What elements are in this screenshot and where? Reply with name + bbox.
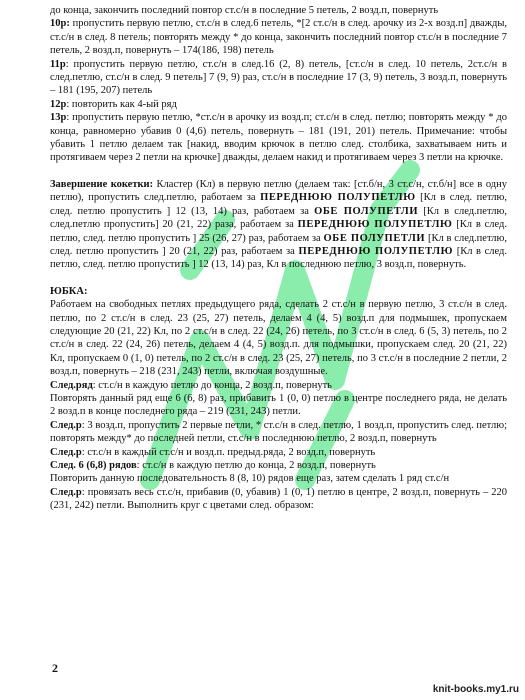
next-rows-4: След. 6 (6,8) рядов: ст.с/н в каждую петлю до конца, 2 возд.п, повернуть — [50, 460, 376, 471]
next-row-1: След.ряд: ст.с/н в каждую петлю до конца, 2 возд.п, повернуть — [50, 379, 332, 391]
page-number: 2 — [52, 661, 58, 675]
front-loop-emphasis: ПЕРЕДНЮЮ ПОЛУПЕТЛЮ — [297, 219, 453, 231]
row-11-label: 11р — [50, 58, 66, 70]
repeat-note-2: Повторить данную последовательность 8 (8, 10) рядов еще раз, затем сделать 1 ряд ст.с/н — [50, 473, 450, 485]
both-loops-emphasis: ОБЕ ПОЛУПЕТЛИ — [323, 232, 426, 244]
row-12-label: 12р — [50, 98, 67, 110]
both-loops-emphasis: ОБЕ ПОЛУПЕТЛИ — [314, 205, 419, 217]
skirt-paragraph: Работаем на свободных петлях предыдущего ряда, сделать 2 ст.с/н в первую петлю, 3 ст.с/н в след. петлю, по 2 ст.с/н в след. 23 (25, 27) петель, делаем 4 (4, 5) возд.п для подмышек, пропускаем следующие 20 (21, 22) Кл, по 2 ст.с/н в след. 22 (24, 26) петель, по 3 ст.с/н в след. 6 (5, 3) петель, по 2 ст.с/н в след. 22 (24, 26) петель, делаем 4 (4, 5) возд.п. для подмышки, пропускаем след. 20 (21, 22) Кл, пропускаем 0 (1, 0) петель, по 2 ст.с/н в след. 23 (25, 27) петель, по 3 ст.с/н в последние 2 петли, 2 возд.п, повернуть – 218 (231, 243) петли, включая воздушные. — [50, 299, 507, 378]
row-13-label: 13р — [50, 112, 67, 124]
next-row-5: След.р: провязать весь ст.с/н, прибавив (0, убавив) 1 (0, 1) петлю в центре, 2 возд.п, повернуть – 220 (231, 242) петли. Выполнить круг с цветами след. образом: — [50, 486, 507, 512]
yoke-finish: Завершение кокетки: Кластер (Кл) в первую петлю (делаем так: [ст.б/н, 3 ст.с/н, ст.б/н] все в одну петлю), пропустить след.петлю, работаем за ПЕРЕДНЮЮ ПОЛУПЕТЛЮ [Кл в след. петлю, след. петлю пропустить ] 12 (13, 14) раз, работаем за ОБЕ ПОЛУПЕТЛИ [Кл в след.петлю, след.петлю пропустить] 20 (21, 22) раза, работаем за ПЕРЕДНЮЮ ПОЛУПЕТЛЮ [Кл в след. петлю, след. петлю пропустить ] 25 (26, 27) раз, работаем за ОБЕ ПОЛУПЕТЛИ [Кл в след.петлю, след. петлю пропустить ] 20 (21, 22) раз, работаем за ПЕРЕДНЮЮ ПОЛУПЕТЛЮ [Кл в след. петлю, след. петлю пропустить ] 12 (13, 14) раз, Кл в последнюю петлю, 3 возд.п, повернуть. — [50, 178, 508, 271]
front-loop-emphasis: ПЕРЕДНЮЮ ПОЛУПЕТЛЮ — [298, 245, 454, 257]
row-13 — [50, 111, 507, 165]
front-loop-emphasis: ПЕРЕДНЮЮ ПОЛУПЕТЛЮ — [260, 192, 416, 204]
skirt-heading: ЮБКА: — [50, 285, 88, 297]
site-watermark-text: knit-books.my1.ru — [432, 684, 519, 695]
row-13-text: : пропустить первую петлю, *ст.с/н в арочку из возд.п; ст.с/н в след. петлю; повторять между * до конца, равномерно убавив 0 (4,6) петель, повернуть – 181 (191, 201) петель. Примечание: чтобы убавить 1 петлю делаем так [накид, вводим крючок в петлю след. столбика, захватываем нить и протягиваем через 2 петли на крючке] дважды, делаем накид и протягиваем через 3 петли на крючке. — [50, 112, 507, 164]
row-10 — [50, 17, 507, 57]
row-10-text: пропустить первую петлю, ст.с/н в след.6 петель, *[2 ст.с/н в след. арочку из 2-х возд.п] дважды, ст.с/н в след. 8 петель; повторять между * до конца, закончить последний повтор ст.с/н в последние 7 петель, 2 возд.п, повернуть – 174(186, 198) петель — [50, 18, 507, 57]
instructions-text — [50, 4, 507, 513]
next-row-2: След.р: 3 возд.п, пропустить 2 первые петли, * ст.с/н в след. петлю, 1 возд.п, пропустить след. петлю; повторять между* до последней петли, ст.с/н в последнюю петлю, 2 возд.п, повернуть — [50, 419, 507, 445]
yoke-finish-label: Завершение кокетки: — [50, 178, 154, 190]
row-10-label: 10р: — [50, 18, 70, 30]
line-continuation: до конца, закончить последний повтор ст.с/н в последние 5 петель, 2 возд.п, повернуть — [50, 5, 439, 16]
repeat-note-1: Повторять данный ряд еще 6 (6, 8) раз, прибавить 1 (0, 0) петлю в центре последнего ряда, не делать 2 возд.п в конце последнего ряда – 219 (231, 243) петли. — [50, 392, 507, 418]
row-12-text: : повторить как 4-ый ряд — [66, 98, 177, 110]
row-11 — [50, 58, 507, 98]
row-12 — [50, 98, 507, 111]
row-11-text: : пропустить первую петлю, ст.с/н в след.16 (2, 8) петель, [ст.с/н в след. 10 петель, 2ст.с/н в след.петлю, ст.с/н в след. 9 петель] 7 (9, 9) раз, ст.с/н в последние 17 (3, 9) петель, 3 возд.п, повернуть – 181 (195, 207) петель — [50, 58, 507, 97]
next-row-3: След.р: ст.с/н в каждый ст.с/н и возд.п. предыд.ряда, 2 возд.п, повернуть — [50, 446, 376, 458]
